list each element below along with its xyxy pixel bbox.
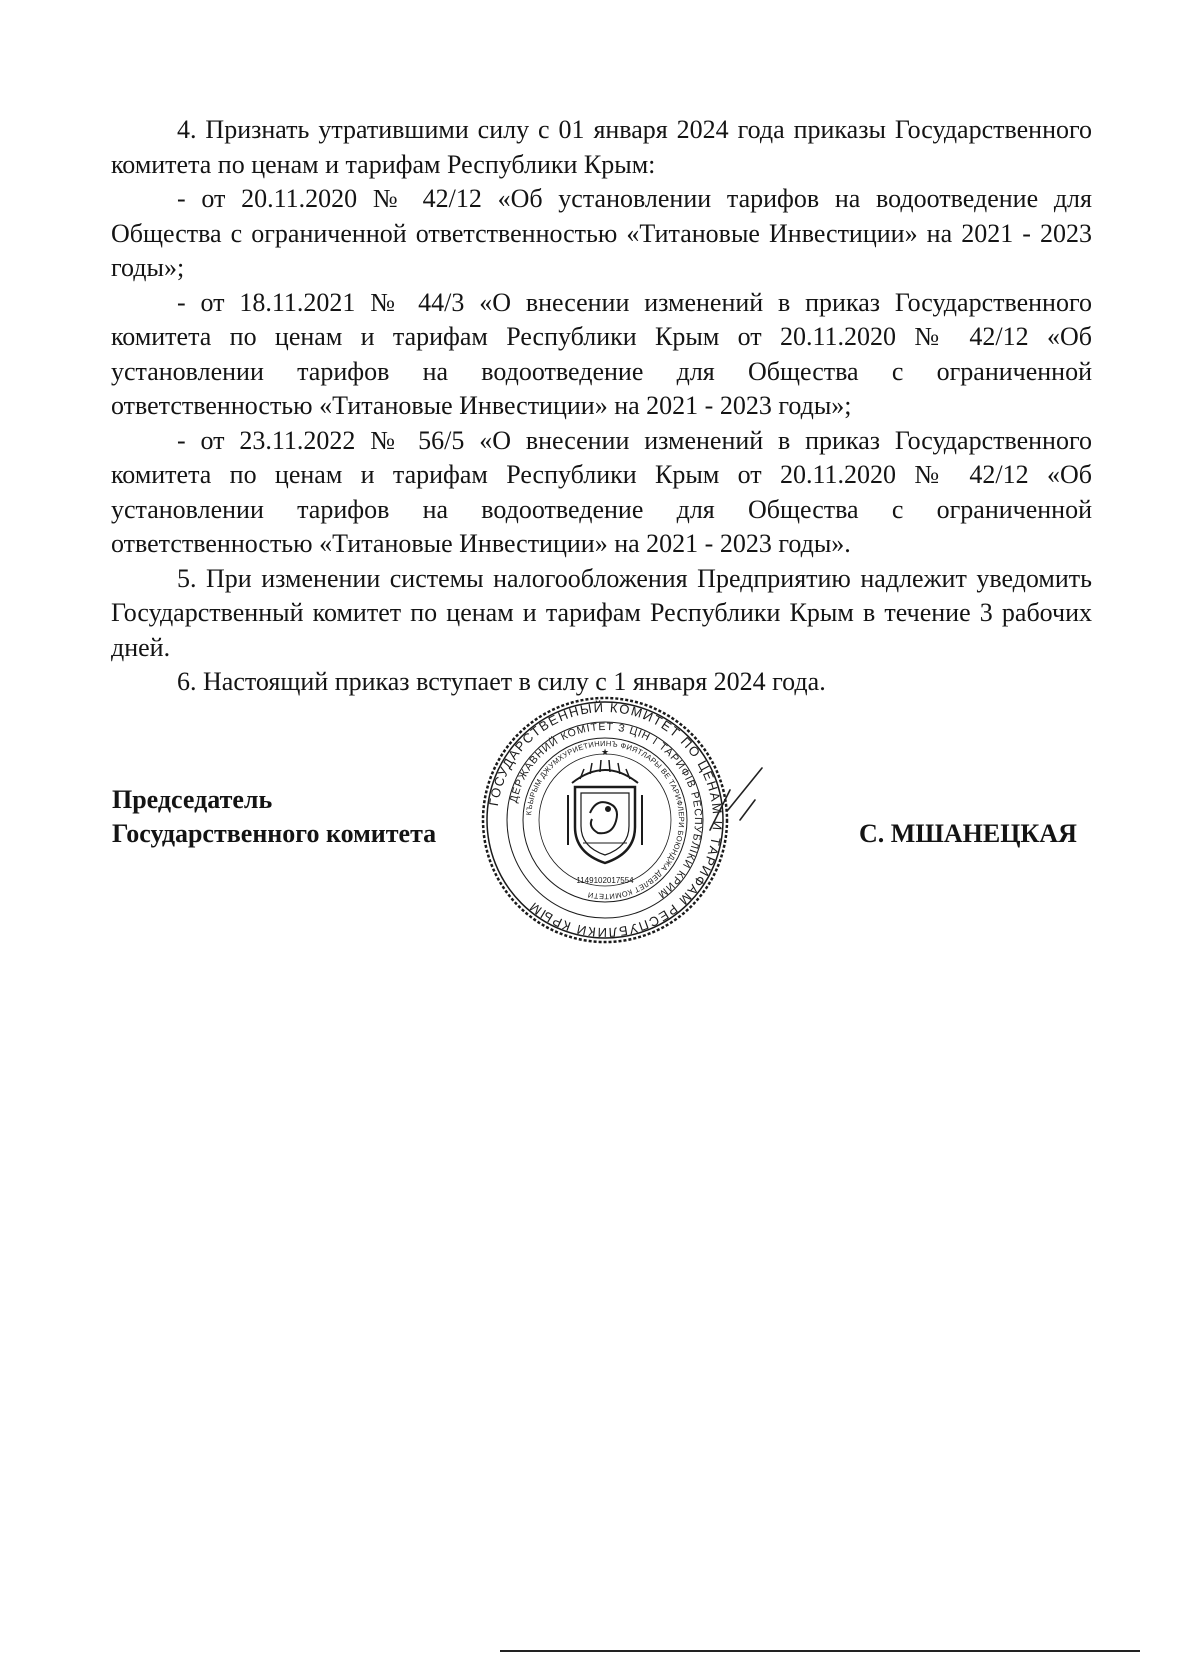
signer-name: С. МШАНЕЦКАЯ [859, 819, 1077, 848]
paragraph-item-4: 4. Признать утратившими силу с 01 января 2024 года приказы Государственного комитета по ценам и тарифам Республики Крым: [111, 115, 1092, 179]
signer-position-line1: Председатель [112, 785, 273, 814]
coat-of-arms-icon [568, 760, 642, 863]
signer-position [112, 783, 436, 851]
paragraph-repeal-2021: - от 18.11.2021 № 44/3 «О внесении изменений в приказ Государственного комитета по ценам и тарифам Республики Крым от 20.11.2020 № 42/12 «Об установлении тарифов на водоотведение для Общества с ограниченной ответственностью «Титановые Инвестиции» на 2021 - 2023 годы»; [111, 287, 1092, 420]
signer-position-line2: Государственного комитета [112, 819, 437, 848]
seal-middle-text: ДЕРЖАВНИЙ КОМІТЕТ З ЦІН І ТАРИФІВ РЕСПУБЛІКИ КРИМ [507, 720, 705, 901]
seal-ogrn: 1149102017554 [576, 876, 634, 885]
footer-divider [500, 1650, 1140, 1652]
paragraph-item-5: 5. При изменении системы налогообложения Предприятию надлежит уведомить Государственный комитет по ценам и тарифам Республики Крым в течение 3 рабочих дней. [111, 563, 1092, 662]
paragraph-repeal-2022: - от 23.11.2022 № 56/5 «О внесении изменений в приказ Государственного комитета по ценам и тарифам Республики Крым от 20.11.2020 № 42/12 «Об установлении тарифов на водоотведение для Общества с ограниченной ответственностью «Титановые Инвестиции» на 2021 - 2023 годы». [111, 425, 1092, 558]
seal-inner-text: КЪЫРЫМ ДЖУМХУРИЕТИНИНЪ ФИЯТЛАРЫ ВЕ ТАРИФЛЕРИ БОЮНДЖА ДЕВЛЕТ КОМИТЕТИ [524, 738, 687, 902]
handwritten-signature [700, 760, 770, 850]
document-body [111, 113, 1092, 700]
paragraph-item-6: 6. Настоящий приказ вступает в силу с 1 января 2024 года. [177, 667, 826, 696]
paragraph-repeal-2020: - от 20.11.2020 № 42/12 «Об установлении тарифов на водоотведение для Общества с ограниченной ответственностью «Титановые Инвестиции» на 2021 - 2023 годы»; [111, 184, 1092, 282]
seal-star-icon: ★ [600, 747, 610, 757]
official-seal-stamp [480, 695, 730, 945]
seal-outer-text: ГОСУДАРСТВЕННЫЙ КОМИТЕТ ПО ЦЕНАМ И ТАРИФАМ РЕСПУБЛИКИ КРЫМ [485, 699, 726, 941]
